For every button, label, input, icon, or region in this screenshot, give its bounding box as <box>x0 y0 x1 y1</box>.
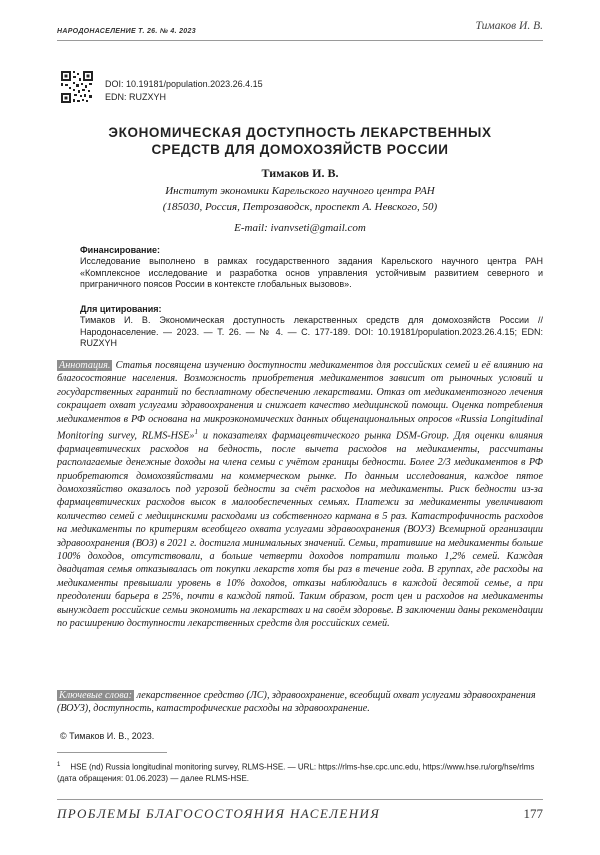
page-number: 177 <box>524 806 544 822</box>
keywords-text: лекарственное средство (ЛС), здравоохранение, всеобщий охват услугами здравоохранения (ВОУЗ), доступность, катастрофические расходы на здравоохранение. <box>57 690 536 714</box>
author-email[interactable]: E-mail: ivanvseti@gmail.com <box>60 222 540 234</box>
running-author: Тимаков И. В. <box>476 20 543 32</box>
doi[interactable]: DOI: 10.19181/population.2023.26.4.15 <box>105 78 263 91</box>
abstract-label: Аннотация. <box>57 360 112 371</box>
edn: EDN: RUZXYH <box>105 91 263 104</box>
running-header <box>57 18 543 41</box>
footnote-divider <box>57 752 167 753</box>
footnote-number: 1 <box>57 762 60 768</box>
footnote <box>57 760 543 784</box>
title-line-2: СРЕДСТВ ДЛЯ ДОМОХОЗЯЙСТВ РОССИИ <box>60 141 540 158</box>
citation-heading: Для цитирования: <box>80 304 162 314</box>
qr-code-icon <box>60 70 94 104</box>
footnote-text: HSE (nd) Russia longitudinal monitoring survey, RLMS-HSE. — URL: https://rlms-hse.cpc.unc.edu, https://www.hse.ru/org/hse/rlms (дата обращения: 01.06.2023) — далее RLMS-HSE. <box>57 763 534 783</box>
footnote-reference[interactable]: 1 <box>194 428 198 436</box>
title-line-1: ЭКОНОМИЧЕСКАЯ ДОСТУПНОСТЬ ЛЕКАРСТВЕННЫХ <box>60 124 540 141</box>
funding-heading: Финансирование: <box>80 245 160 255</box>
author-name: Тимаков И. В. <box>60 166 540 181</box>
article-title <box>60 124 540 158</box>
abstract-text-part-2: и показателях фармацевтического рынка DSM-Group. Для оценки влияния фармацевтических расходов на бедность, после вычета расходов на медикаменты, рассчитаны располагаемые денежные доходы на члена семьи с учётом границы бедности. Более 2/3 медикаментов в РФ приобретаются домохозяйствами на коммерческом рынке. По данным исследования, каждое пятое домохозяйство оказалось под угрозой бедности за счёт расходов на медикаменты. Риск бедности из-за фармацевтических расходов высок в малообеспеченных семьях. Платежи за медикаменты увеличивают количество семей с медицинскими расходами из собственного кармана в 5 раз. Катастрофичность расходов на медикаменты по критериям всеобщего охвата услугами здравоохранения (ВОУЗ) Всемирной организации здравоохранения (ВОЗ) в 2021 г. достигла минимальных значений. Семьи, тратившие на медикаменты больше 100% доходов, отсутствовали, а больше четверти доходов потратили только 1,2% семей. Каждая двадцатая семья отказывалась от покупки лекарств хотя бы раз в течение года. В группах, где расходы на медикаменты превышали уровень в 10% доходов, отказы наблюдались в каждой десятой семье, а при преодолении барьера в 25%, почти в каждой пятой. Таким образом, рост цен и расходов на медикаменты вынуждает российские семьи экономить на лекарствах и на своём здоровье. В заключении даны рекомендации по расширению доступности лекарственных средств для российских семей. <box>57 430 543 629</box>
citation-text: Тимаков И. В. Экономическая доступность лекарственных средств для домохозяйств России // Народонаселение. — 2023. — Т. 26. — № 4. — С. 177-189. DOI: 10.19181/population.2023.26.4.15; EDN: RUZXYH <box>80 315 543 350</box>
article-identifiers <box>105 78 263 104</box>
copyright: © Тимаков И. В., 2023. <box>60 731 154 741</box>
footer-journal-name: ПРОБЛЕМЫ БЛАГОСОСТОЯНИЯ НАСЕЛЕНИЯ <box>57 806 380 822</box>
journal-reference: НАРОДОНАСЕЛЕНИЕ Т. 26. № 4. 2023 <box>57 28 196 35</box>
footer-divider <box>57 799 543 800</box>
abstract <box>57 359 543 631</box>
keywords-label: Ключевые слова: <box>57 690 134 701</box>
funding-text: Исследование выполнено в рамках государственного задания Карельского научного центра РАН «Комплексное исследование и разработка основ управления устойчивым развитием северного и приграничного поясов России в контексте глобальных вызовов». <box>80 256 543 291</box>
affiliation-institution: Институт экономики Карельского научного центра РАН <box>60 183 540 199</box>
affiliation-address: (185030, Россия, Петрозаводск, проспект А. Невского, 50) <box>60 199 540 215</box>
keywords <box>57 689 543 716</box>
author-affiliation <box>60 183 540 215</box>
abstract-text-part-1: Статья посвящена изучению доступности медикаментов для российских семей и её влиянию на благосостояние населения. Возможность приобретения медикаментов зависит от рыночных условий и государственных гарантий по бесплатному обеспечению лекарствами. Отказ от медикаментозного лечения сокращает охват услугами здравоохранения и снижает качество медицинской помощи. Оценка потребления медикаментов в РФ основана на микроэкономических данных общенациональных опросов «Russia Longitudinal Monitoring survey, RLMS-HSE» <box>57 360 543 441</box>
